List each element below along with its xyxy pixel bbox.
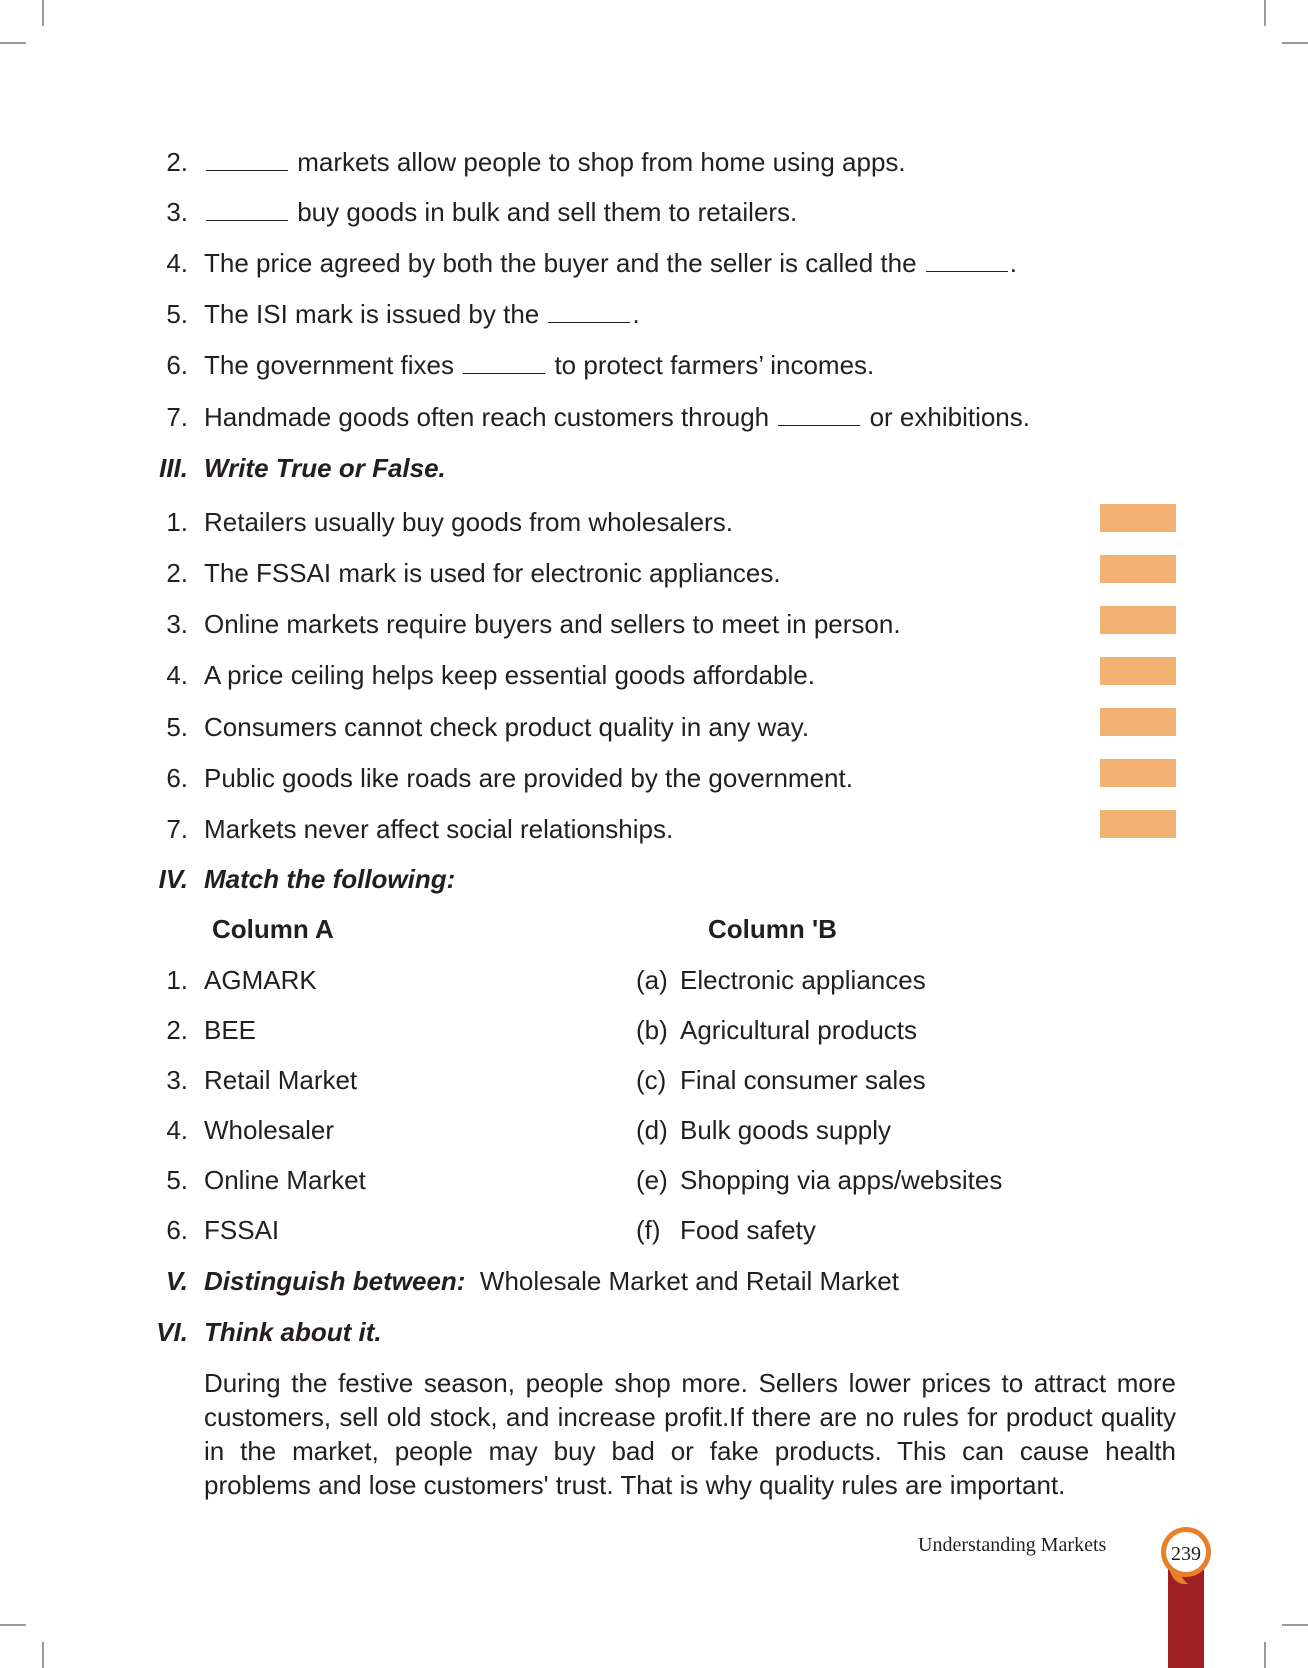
item-number: 4. <box>166 660 188 690</box>
item-number: 2. <box>166 1015 188 1045</box>
item-number: 5. <box>166 1165 188 1195</box>
answer-blank <box>926 251 1008 272</box>
section-title: Distinguish between: <box>204 1266 466 1296</box>
crop-mark-bottom-right-h <box>1282 1624 1308 1626</box>
option-letter: (b) <box>636 1015 668 1045</box>
crop-mark-bottom-left-h <box>0 1624 26 1626</box>
section-number: VI. <box>156 1317 188 1347</box>
answer-blank <box>778 405 860 426</box>
crop-mark-top-left-h <box>0 42 26 44</box>
item-number: 4. <box>166 248 188 278</box>
answer-blank <box>548 302 630 323</box>
item-number: 4. <box>166 1115 188 1145</box>
section-title: Write True or False. <box>204 453 446 483</box>
footer-chapter-title: Understanding Markets <box>918 1534 1107 1556</box>
item-number: 3. <box>166 197 188 227</box>
section-number: V. <box>165 1266 188 1296</box>
crop-mark-bottom-left-v <box>42 1642 44 1668</box>
distinguish-text: Wholesale Market and Retail Market <box>479 1266 899 1296</box>
option-letter: (d) <box>636 1115 668 1145</box>
column-b-item: Agricultural products <box>680 1015 917 1045</box>
answer-box[interactable] <box>1100 759 1176 787</box>
section-number: IV. <box>158 864 188 894</box>
answer-blank <box>206 200 288 221</box>
page-number: 239 <box>1171 1543 1201 1565</box>
item-number: 3. <box>166 1065 188 1095</box>
item-number: 5. <box>166 299 188 329</box>
column-a-item: Retail Market <box>204 1065 358 1095</box>
item-number: 6. <box>166 1215 188 1245</box>
crop-mark-top-left-v <box>42 0 44 26</box>
answer-box[interactable] <box>1100 708 1176 736</box>
column-b-heading: Column 'B <box>708 914 837 944</box>
item-number: 7. <box>166 814 188 844</box>
item-number: 2. <box>166 147 188 177</box>
crop-mark-top-right-h <box>1282 42 1308 44</box>
answer-box[interactable] <box>1100 657 1176 685</box>
column-a-heading: Column A <box>212 914 334 944</box>
item-number: 1. <box>166 507 188 537</box>
answer-box[interactable] <box>1100 555 1176 583</box>
column-a-item: Wholesaler <box>204 1115 335 1145</box>
page-number-badge <box>1156 1524 1216 1668</box>
crop-mark-top-right-v <box>1264 0 1266 26</box>
answer-box[interactable] <box>1100 606 1176 634</box>
crop-mark-bottom-right-v <box>1264 1642 1266 1668</box>
item-number: 5. <box>166 712 188 742</box>
answer-blank <box>463 353 545 374</box>
option-letter: (c) <box>636 1065 667 1095</box>
section-number: III. <box>159 453 188 483</box>
column-b-item: Final consumer sales <box>680 1065 926 1095</box>
option-letter: (a) <box>636 965 668 995</box>
column-b-item: Electronic appliances <box>680 965 926 995</box>
answer-box[interactable] <box>1100 810 1176 838</box>
option-letter: (f) <box>636 1215 661 1245</box>
column-a-item: AGMARK <box>204 965 317 995</box>
think-paragraph: During the festive season, people shop more. Sellers lower prices to attract more customers, sell old stock, and increase profit.If there are no rules for product quality in the market, people may buy bad or fake products. This can cause health problems and lose customers' trust. That is why quality rules are important. <box>204 1368 1176 1500</box>
answer-box[interactable] <box>1100 504 1176 532</box>
section-title: Think about it. <box>204 1317 382 1347</box>
column-a-item: Online Market <box>204 1165 366 1195</box>
ribbon-icon <box>1168 1564 1204 1668</box>
column-a-item: BEE <box>204 1015 257 1045</box>
item-number: 6. <box>166 350 188 380</box>
column-b-item: Shopping via apps/websites <box>680 1165 1003 1195</box>
item-number: 2. <box>166 558 188 588</box>
column-b-item: Food safety <box>680 1215 816 1245</box>
section-title: Match the following: <box>204 864 456 894</box>
answer-blank <box>206 150 288 171</box>
item-number: 3. <box>166 609 188 639</box>
column-a-item: FSSAI <box>204 1215 280 1245</box>
item-number: 1. <box>166 965 188 995</box>
item-number: 7. <box>166 402 188 432</box>
column-b-item: Bulk goods supply <box>680 1115 892 1145</box>
option-letter: (e) <box>636 1165 668 1195</box>
item-number: 6. <box>166 763 188 793</box>
